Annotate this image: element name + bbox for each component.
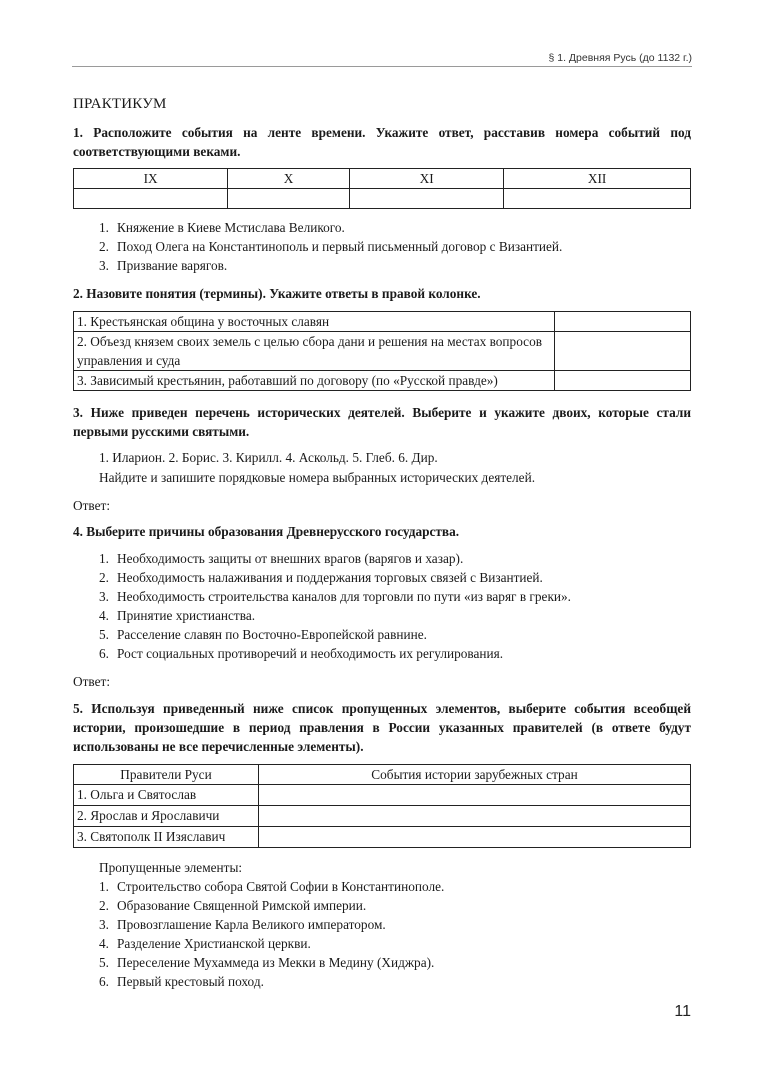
list-item — [99, 877, 691, 896]
item-text: Принятие христианства. — [117, 608, 256, 623]
item-number: 5. — [99, 627, 109, 642]
page-number: 11 — [674, 1003, 691, 1020]
events-answer-cell[interactable] — [259, 785, 691, 806]
item-text: Образование Священной Римской империи. — [117, 898, 367, 913]
list-item — [99, 972, 691, 991]
list-item — [99, 625, 691, 644]
table-row — [74, 785, 691, 806]
item-number: 5. — [99, 955, 109, 970]
item-text: Первый крестовый поход. — [117, 974, 264, 989]
list-item — [99, 934, 691, 953]
task4-question: 4. Выберите причины образования Древнерусского государства. — [73, 524, 460, 539]
item-text: Рост социальных противоречий и необходимость их регулирования. — [117, 646, 504, 661]
task1-events-list — [73, 218, 691, 275]
item-number: 4. — [99, 936, 109, 951]
item-number: 4. — [99, 608, 109, 623]
answer-cell[interactable] — [350, 189, 504, 209]
timeline-header-row — [74, 169, 691, 189]
task5-question: 5. Используя приведенный ниже список пропущенных элементов, выберите события всеобщей истории, произошедшие в период правления в России указанных правителей (в ответе будут использованы не все перечисленные элементы). — [73, 701, 691, 754]
list-item — [99, 587, 691, 606]
item-text: Строительство собора Святой Софии в Константинополе. — [117, 879, 445, 894]
list-item — [99, 218, 691, 237]
table-row — [74, 371, 691, 391]
item-text: Необходимость защиты от внешних врагов (варягов и хазар). — [117, 551, 464, 566]
table-row — [74, 827, 691, 848]
item-number: 2. — [99, 570, 109, 585]
terms-table — [73, 311, 691, 391]
item-number: 1. — [99, 551, 109, 566]
item-text: Княжение в Киеве Мстислава Великого. — [117, 220, 345, 235]
header-rule — [72, 66, 692, 67]
item-number: 2. — [99, 898, 109, 913]
list-item — [99, 606, 691, 625]
ruler-cell: 1. Ольга и Святослав — [74, 785, 259, 806]
table-header-row — [74, 765, 691, 785]
item-text: Переселение Мухаммеда из Мекки в Медину (Хиджра). — [117, 955, 435, 970]
item-number: 6. — [99, 974, 109, 989]
item-number: 3. — [99, 589, 109, 604]
term-definition-cell: 1. Крестьянская община у восточных славян — [74, 312, 555, 332]
events-answer-cell[interactable] — [259, 806, 691, 827]
task3-question: 3. Ниже приведен перечень исторических деятелей. Выберите и укажите двоих, которые стали первыми русскими святыми. — [73, 405, 691, 439]
answer-cell[interactable] — [74, 189, 228, 209]
rulers-table — [73, 764, 691, 848]
running-head: § 1. Древняя Русь (до 1132 г.) — [548, 52, 692, 64]
table-row — [74, 806, 691, 827]
term-definition-cell: 2. Объезд князем своих земель с целью сбора дани и решения на местах вопросов управления и суда — [74, 332, 555, 371]
page-content — [73, 96, 691, 991]
list-item — [99, 237, 691, 256]
timeline-answer-row — [74, 189, 691, 209]
item-text: Призвание варягов. — [117, 258, 228, 273]
term-definition-cell: 3. Зависимый крестьянин, работавший по договору (по «Русской правде») — [74, 371, 555, 391]
task5-missing-elements-list — [73, 877, 691, 991]
list-item — [99, 915, 691, 934]
task1-question: 1. Расположите события на ленте времени. Укажите ответ, расставив номера событий под соответствующими веками. — [73, 125, 691, 159]
task4-reasons-list — [73, 549, 691, 663]
task3-answer-label: Ответ: — [73, 498, 111, 513]
term-answer-cell[interactable] — [555, 332, 691, 371]
list-item — [99, 953, 691, 972]
table-row — [74, 332, 691, 371]
list-item — [99, 549, 691, 568]
term-answer-cell[interactable] — [555, 371, 691, 391]
task2-question: 2. Назовите понятия (термины). Укажите ответы в правой колонке. — [73, 286, 481, 301]
section-title: ПРАКТИКУМ — [73, 96, 167, 112]
century-cell: X — [228, 169, 350, 189]
timeline-table — [73, 168, 691, 209]
item-text: Разделение Христианской церкви. — [117, 936, 311, 951]
century-cell: XII — [504, 169, 691, 189]
item-number: 2. — [99, 239, 109, 254]
column-header: Правители Руси — [74, 765, 259, 785]
answer-cell[interactable] — [228, 189, 350, 209]
century-cell: IX — [74, 169, 228, 189]
ruler-cell: 3. Святополк II Изяславич — [74, 827, 259, 848]
item-number: 1. — [99, 220, 109, 235]
item-text: Необходимость строительства каналов для торговли по пути «из варяг в греки». — [117, 589, 571, 604]
column-header: События истории зарубежных стран — [259, 765, 691, 785]
item-text: Расселение славян по Восточно-Европейской равнине. — [117, 627, 427, 642]
task4-answer-label: Ответ: — [73, 674, 111, 689]
answer-cell[interactable] — [504, 189, 691, 209]
list-item — [99, 644, 691, 663]
term-answer-cell[interactable] — [555, 312, 691, 332]
item-number: 3. — [99, 917, 109, 932]
item-number: 1. — [99, 879, 109, 894]
missing-elements-label: Пропущенные элементы: — [99, 860, 243, 875]
item-text: Поход Олега на Константинополь и первый письменный договор с Византией. — [117, 239, 563, 254]
ruler-cell: 2. Ярослав и Ярославичи — [74, 806, 259, 827]
events-answer-cell[interactable] — [259, 827, 691, 848]
century-cell: XI — [350, 169, 504, 189]
item-number: 6. — [99, 646, 109, 661]
item-text: Необходимость налаживания и поддержания торговых связей с Византией. — [117, 570, 543, 585]
list-item — [99, 568, 691, 587]
table-row — [74, 312, 691, 332]
item-number: 3. — [99, 258, 109, 273]
list-item — [99, 896, 691, 915]
task3-person-list: 1. Иларион. 2. Борис. 3. Кирилл. 4. Аскольд. 5. Глеб. 6. Дир. — [99, 450, 438, 465]
item-text: Провозглашение Карла Великого императором. — [117, 917, 386, 932]
list-item — [99, 256, 691, 275]
task3-instruction: Найдите и запишите порядковые номера выбранных исторических деятелей. — [99, 470, 536, 485]
